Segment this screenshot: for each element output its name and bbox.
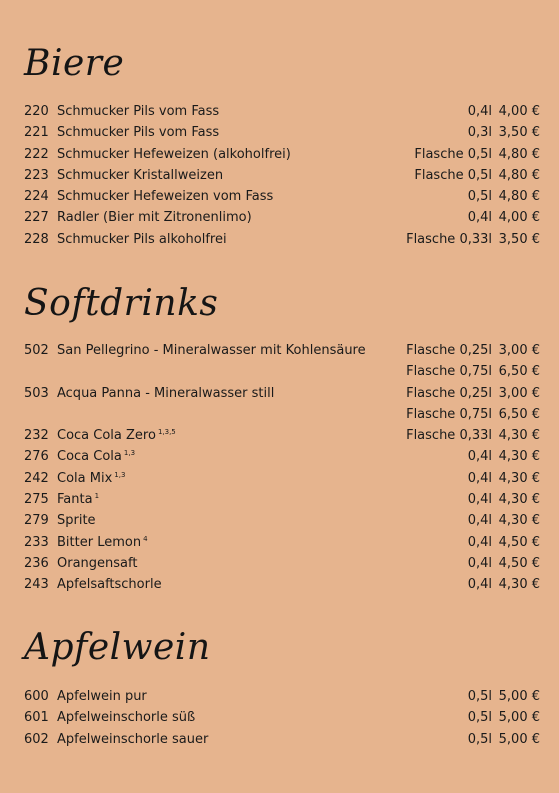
item-price: 3,50 € [498, 125, 540, 141]
item-name: Bitter Lemon [57, 534, 142, 550]
menu-item-row [24, 232, 540, 253]
item-name-wrap [57, 189, 468, 204]
section-title-apfelwein: Apfelwein [24, 627, 211, 668]
item-name: Apfelweinschorle süß [57, 710, 196, 726]
item-name-wrap [57, 492, 468, 507]
item-name-wrap [57, 577, 468, 592]
item-price: 4,30 € [498, 492, 540, 508]
item-name: Coca Cola Zero [57, 428, 156, 444]
menu-item-row [24, 449, 540, 470]
menu-item-row [24, 471, 540, 492]
item-number: 502 [24, 343, 49, 358]
menu-list-biere [24, 104, 540, 253]
item-number: 279 [24, 513, 49, 529]
item-name: Apfelsaftschorle [57, 577, 162, 593]
item-name: Cola Mix [57, 470, 113, 486]
item-price: 4,80 € [498, 167, 540, 183]
item-price: 4,80 € [498, 189, 540, 205]
item-name: Orangensaft [57, 555, 138, 571]
item-name-wrap [57, 556, 468, 571]
item-volume: 0,4l [467, 577, 492, 593]
item-name: Sprite [57, 513, 96, 529]
menu-item-row [24, 513, 540, 534]
item-price: 4,50 € [498, 534, 540, 550]
item-number: 223 [24, 167, 49, 183]
item-volume: Flasche 0,33l [406, 231, 492, 247]
item-number: 243 [24, 577, 49, 593]
item-volume: Flasche 0,33l [406, 428, 492, 444]
item-name: Schmucker Pils vom Fass [57, 104, 220, 119]
item-volume: 0,4l [467, 513, 492, 529]
item-number: 228 [24, 231, 49, 247]
menu-list-softdrinks [24, 343, 540, 599]
item-price: 4,00 € [498, 104, 540, 119]
item-price: 6,50 € [498, 364, 540, 380]
menu-item-row [24, 577, 540, 598]
item-number: 602 [24, 731, 49, 747]
item-name-wrap [57, 210, 468, 225]
item-volume: Flasche 0,25l [406, 385, 492, 401]
item-volume: Flasche 0,5l [414, 146, 492, 162]
item-name: San Pellegrino - Mineralwasser mit Kohlensäure [57, 343, 366, 358]
item-price: 3,00 € [498, 343, 540, 358]
item-name: Coca Cola [57, 449, 122, 465]
item-volume: 0,5l [467, 189, 492, 205]
item-name-wrap [57, 513, 468, 528]
menu-item-row [24, 147, 540, 168]
item-name-wrap [57, 449, 468, 464]
menu-item-row [24, 125, 540, 146]
item-number: 221 [24, 125, 49, 141]
item-number: 600 [24, 689, 49, 704]
item-price: 4,30 € [498, 513, 540, 529]
item-volume: 0,4l [467, 470, 492, 486]
item-price: 5,00 € [498, 689, 540, 704]
item-number: 242 [24, 470, 49, 486]
item-price: 3,50 € [498, 231, 540, 247]
menu-item-row [24, 535, 540, 556]
item-volume: 0,4l [467, 534, 492, 550]
item-name-wrap [57, 535, 468, 550]
item-number: 275 [24, 492, 49, 508]
item-volume: 0,4l [467, 449, 492, 465]
item-name: Schmucker Pils vom Fass [57, 125, 220, 141]
item-footnote: 1 [94, 492, 100, 501]
item-name: Fanta [57, 492, 93, 508]
menu-item-row [24, 492, 540, 513]
item-number: 222 [24, 146, 49, 162]
item-number: 232 [24, 428, 49, 444]
item-footnote: 1,3 [114, 470, 126, 479]
menu-item-row [24, 689, 540, 710]
item-name-wrap [57, 732, 468, 747]
item-name-wrap [57, 125, 468, 140]
item-footnote: 1,3,5 [157, 428, 176, 437]
item-name-wrap [57, 386, 406, 401]
item-volume: Flasche 0,75l [406, 364, 492, 380]
menu-item-row [24, 386, 540, 407]
menu-item-row [24, 168, 540, 189]
item-footnote: 4 [143, 534, 148, 543]
item-price: 3,00 € [498, 385, 540, 401]
item-price: 4,30 € [498, 428, 540, 444]
item-price: 5,00 € [498, 731, 540, 747]
item-volume: 0,4l [467, 104, 492, 119]
item-name-wrap [57, 343, 406, 358]
item-number: 227 [24, 210, 49, 226]
item-volume: 0,4l [467, 492, 492, 508]
menu-item-row [24, 210, 540, 231]
menu-item-row [24, 407, 540, 428]
item-name-wrap [57, 168, 414, 183]
item-name-wrap [57, 104, 468, 119]
item-price: 5,00 € [498, 710, 540, 726]
menu-item-row [24, 343, 540, 364]
item-number: 503 [24, 385, 49, 401]
item-number: 236 [24, 555, 49, 571]
item-number: 233 [24, 534, 49, 550]
item-price: 4,30 € [498, 470, 540, 486]
item-number: 601 [24, 710, 49, 726]
item-price: 4,30 € [498, 577, 540, 593]
item-name-wrap [57, 471, 468, 486]
item-number: 224 [24, 189, 49, 205]
menu-item-row [24, 364, 540, 385]
item-name: Apfelwein pur [57, 689, 147, 704]
section-title-biere: Biere [24, 43, 125, 84]
menu-item-row [24, 189, 540, 210]
menu-item-row [24, 732, 540, 753]
item-number: 276 [24, 449, 49, 465]
menu-list-apfelwein [24, 689, 540, 753]
item-name: Radler (Bier mit Zitronenlimo) [57, 210, 252, 226]
item-volume: 0,3l [467, 125, 492, 141]
item-price: 4,30 € [498, 449, 540, 465]
item-volume: 0,5l [467, 731, 492, 747]
menu-item-row [24, 710, 540, 731]
item-volume: Flasche 0,25l [406, 343, 492, 358]
item-price: 4,80 € [498, 146, 540, 162]
item-name-wrap [57, 147, 414, 162]
item-volume: Flasche 0,75l [406, 406, 492, 422]
menu-item-row [24, 556, 540, 577]
item-volume: Flasche 0,5l [414, 167, 492, 183]
menu-item-row [24, 104, 540, 125]
item-number: 220 [24, 104, 49, 119]
item-name: Schmucker Hefeweizen vom Fass [57, 189, 274, 205]
item-volume: 0,5l [467, 710, 492, 726]
item-name-wrap [57, 689, 468, 704]
item-price: 4,50 € [498, 555, 540, 571]
item-name-wrap [57, 232, 406, 247]
item-name: Schmucker Pils alkoholfrei [57, 231, 227, 247]
item-price: 6,50 € [498, 406, 540, 422]
item-volume: 0,4l [467, 555, 492, 571]
section-title-softdrinks: Softdrinks [24, 283, 219, 324]
item-volume: 0,4l [467, 210, 492, 226]
item-name-wrap [57, 428, 406, 443]
item-volume: 0,5l [467, 689, 492, 704]
item-footnote: 1,3 [123, 449, 136, 458]
item-name-wrap [57, 710, 468, 725]
item-name: Schmucker Kristallweizen [57, 167, 224, 183]
item-name: Acqua Panna - Mineralwasser still [57, 385, 275, 401]
item-price: 4,00 € [498, 210, 540, 226]
item-name: Apfelweinschorle sauer [57, 731, 209, 747]
menu-item-row [24, 428, 540, 449]
item-name: Schmucker Hefeweizen (alkoholfrei) [57, 146, 291, 162]
